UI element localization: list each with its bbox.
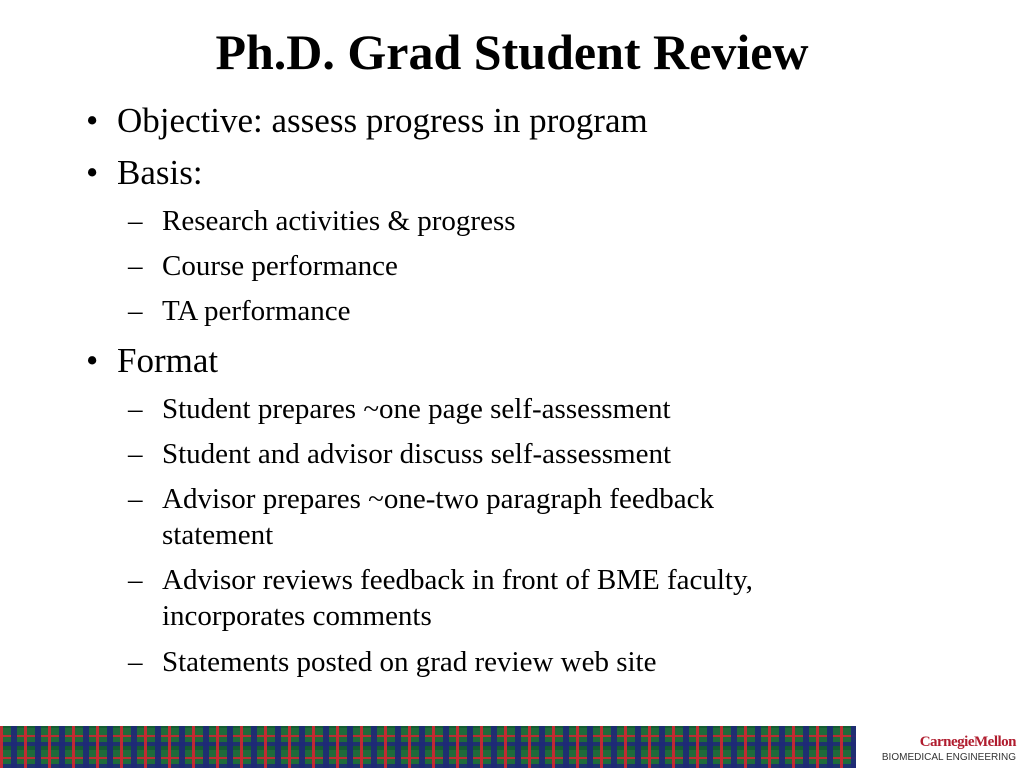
sub-bullet-text: incorporates comments bbox=[162, 600, 432, 632]
bullet-text: Format bbox=[117, 341, 219, 380]
sub-bullet-text: Student and advisor discuss self-assessment bbox=[162, 438, 672, 470]
sub-bullet-dash: – bbox=[128, 646, 143, 678]
sub-bullet-text: Course performance bbox=[162, 250, 398, 282]
sub-bullet-dash: – bbox=[128, 393, 143, 425]
sub-bullet-text: TA performance bbox=[162, 295, 351, 327]
sub-bullet-dash: – bbox=[128, 250, 143, 282]
slide-title: Ph.D. Grad Student Review bbox=[215, 24, 809, 80]
plaid-footer-band bbox=[0, 726, 856, 768]
sub-bullet-text: Advisor reviews feedback in front of BME faculty, bbox=[162, 564, 753, 596]
bullet-text: Objective: assess progress in program bbox=[117, 101, 648, 140]
university-logo bbox=[856, 726, 1024, 768]
sub-bullet-text: Statements posted on grad review web site bbox=[162, 646, 657, 678]
sub-bullet-text: Student prepares ~one page self-assessment bbox=[162, 393, 671, 425]
sub-bullet-dash: – bbox=[128, 295, 143, 327]
bullet-dot: • bbox=[86, 101, 99, 140]
sub-bullet-dash: – bbox=[128, 438, 143, 470]
sub-bullet-dash: – bbox=[128, 564, 143, 596]
bullet-dot: • bbox=[86, 153, 99, 192]
sub-bullet-dash: – bbox=[128, 205, 143, 237]
sub-bullet-text: Research activities & progress bbox=[162, 205, 516, 237]
logo-name: CarnegieMellon bbox=[919, 734, 1016, 750]
sub-bullet-text: statement bbox=[162, 519, 274, 551]
sub-bullet-dash: – bbox=[128, 483, 143, 515]
bullet-text: Basis: bbox=[117, 153, 203, 192]
sub-bullet-text: Advisor prepares ~one-two paragraph feedback bbox=[162, 483, 714, 515]
bullet-dot: • bbox=[86, 341, 99, 380]
logo-department: BIOMEDICAL ENGINEERING bbox=[881, 752, 1016, 763]
